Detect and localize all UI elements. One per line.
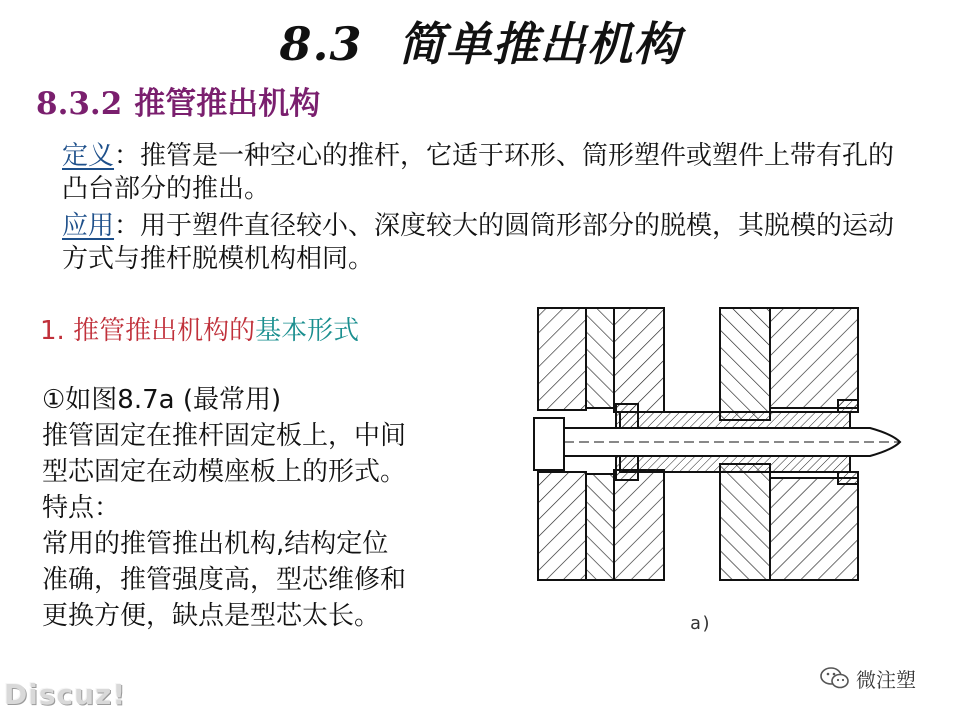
ejector-plate-lower	[586, 474, 614, 580]
item-line: ①如图8.7a (最常用)	[42, 385, 282, 415]
definition-colon: ：	[114, 141, 141, 171]
cavity-plate-lower	[770, 478, 858, 580]
subsection-prefix: 1. 推管推出机构的	[40, 316, 256, 346]
slide-title	[0, 8, 960, 74]
push-tube-lower-wall	[620, 456, 850, 472]
item-line: 常用的推管推出机构,结构定位	[42, 529, 389, 559]
core-pin-head	[534, 418, 564, 470]
item-line: 特点：	[42, 493, 121, 523]
item-line: 准确，推管强度高，型芯维修和	[42, 565, 407, 595]
left-plate-lower	[538, 472, 586, 580]
title-number: 8.3	[279, 17, 363, 71]
retainer-plate-upper	[614, 308, 664, 412]
bushing-lower	[838, 472, 858, 484]
application-term: 应用	[62, 211, 115, 241]
section-heading	[36, 78, 320, 123]
item-line: 更换方便，缺点是型芯太长。	[42, 601, 381, 631]
definition-term: 定义	[62, 141, 115, 171]
figure-label: a)	[690, 613, 712, 634]
item-line: 推管固定在推杆固定板上，中间	[42, 421, 407, 451]
item-line: 型芯固定在动模座板上的形式。	[42, 457, 407, 487]
support-plate-lower	[720, 464, 770, 580]
support-plate-upper	[720, 308, 770, 420]
application-text: 用于塑件直径较小、深度较大的圆筒形部分的脱模，其脱模的运动方式与推杆脱模机构相同。	[62, 211, 895, 274]
cavity-plate-upper	[770, 308, 858, 408]
definition-text: 推管是一种空心的推杆，它适于环形、筒形塑件或塑件上带有孔的凸台部分的推出。	[62, 141, 895, 204]
subsection-highlight: 基本形式	[255, 316, 360, 346]
discuz-watermark: Discuz!	[4, 678, 127, 711]
section-heading-text: 推管推出机构	[134, 86, 321, 122]
brand-badge	[820, 664, 916, 692]
bushing-upper	[838, 400, 858, 412]
application-colon: ：	[114, 211, 141, 241]
mold-drawing	[520, 300, 920, 680]
mold-cross-section-figure	[520, 300, 920, 680]
subsection-heading	[40, 310, 359, 347]
retainer-plate-lower	[614, 470, 664, 580]
push-tube-upper-wall	[620, 412, 850, 428]
section-number: 8.3.2	[36, 86, 123, 122]
wechat-icon	[820, 666, 850, 690]
brand-name: 微注塑	[856, 667, 916, 692]
application-paragraph	[62, 210, 912, 276]
definition-paragraph	[62, 140, 912, 206]
item-description	[42, 382, 502, 634]
left-plate-upper	[538, 308, 586, 410]
title-text: 简单推出机构	[398, 17, 681, 71]
ejector-plate-upper	[586, 308, 614, 408]
